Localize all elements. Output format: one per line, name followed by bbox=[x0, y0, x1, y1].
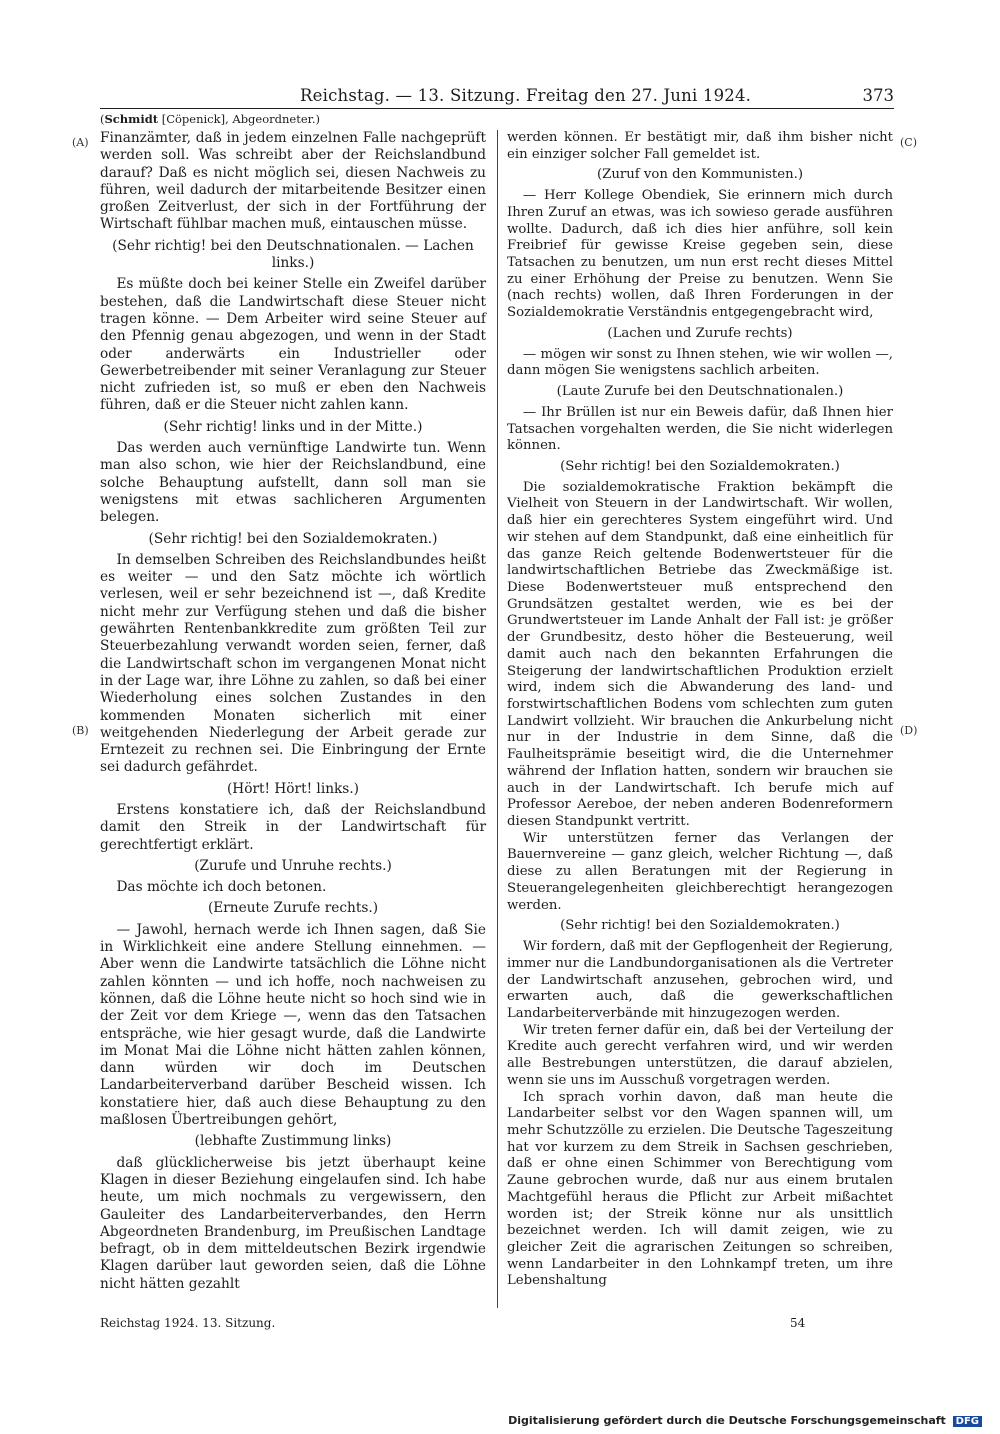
paragraph: — mögen wir sonst zu Ihnen stehen, wie wir wollen —, dann mögen Sie wenigstens sachlich arbeiten. bbox=[507, 346, 893, 379]
paragraph: Die sozialdemokratische Fraktion bekämpft die Vielheit von Steuern in der Landwirtschaft. Wir wollen, daß hier ein gerechteres System eingeführt wird. Und wir stehen auf dem Standpunkt, daß eine einheitlich für das ganze Reich geltende Bodenwertsteuer für die landwirtschaftlichen Betriebe das Zweckmäßige ist. Diese Bodenwertsteuer muß entsprechend den Grundsätzen gestaltet werden, wie es bei der Grundwertsteuer im Lande Anhalt der Fall ist: je größer der Grundbesitz, desto höher die Besteuerung, weil damit auch nach den bekannten Erfahrungen die Steigerung der landwirtschaftlichen Produktion erzielt wird, indem sich die Abwanderung des land- und forstwirtschaftlichen Bodens vom schlechten zum guten Landwirt vollzieht. Wir brauchen die Ankurbelung nicht nur in der Industrie in dem Sinne, daß die Faulheitsprämie beseitigt wird, die die Unternehmer während der Inflation hatten, sondern wir brauchen sie auch in der Landwirtschaft. Ich berufe mich auf Professor Aereboe, der neben anderen Bodenreformern diesen Standpunkt vertritt. bbox=[507, 479, 893, 830]
page-number: 373 bbox=[862, 86, 894, 105]
paragraph: Wir unterstützen ferner das Verlangen der Bauernvereine — ganz gleich, welcher Richtung —, daß diese zu allen Beratungen mit der Regierung in Steuerangelegenheiten gleichberechtigt herangezogen werden. bbox=[507, 830, 893, 913]
paragraph: In demselben Schreiben des Reichslandbundes heißt es weiter — und den Satz möchte ich wörtlich verlesen, weil er sehr bezeichnend ist —, daß Kredite nicht mehr zur Verfügung stehen und daß die bisher gewährten Rentenbankkredite zum größten Teil zur Steuerbezahlung verwandt worden seien, ferner, daß die Landwirtschaft schon im vergangenen Monat nicht in der Lage war, ihre Löhne zu zahlen, so daß bei einer Wiederholung eines solchen Zustandes in den kommenden Monaten sicherlich mit einer weitgehenden Niederlegung der Arbeit gerade zur Erntezeit zu rechnen sei. Die Einbringung der Ernte sei dadurch gefährdet. bbox=[100, 551, 486, 776]
interjection: (Zuruf von den Kommunisten.) bbox=[596, 167, 803, 183]
paragraph: Ich sprach vorhin davon, daß man heute die Landarbeiter selbst vor den Wagen spannen will, um mehr Schutzzölle zu erzielen. Die Deutsche Tageszeitung hat vor kurzem zu dem Streik in Sachsen geschrieben, daß er ohne einen Schimmer von Berechtigung vom Zaune gebrochen wurde, daß nur aus einem brutalen Machtgefühl heraus die Pflicht zur Arbeit mißachtet worden ist; der Streik könne nur als unsittlich bezeichnet werden. Ich will damit zeigen, wie zu gleicher Zeit die agrarischen Zeitungen so schreiben, wenn Landarbeiter in den Lohnkampf treten, um ihre Lebenshaltung bbox=[507, 1089, 893, 1289]
paragraph: Finanzämter, daß in jedem einzelnen Falle nachgeprüft werden soll. Was schreibt aber der Reichslandbund darauf? Daß es nicht möglich sei, diesen Nachweis zu führen, weil dadurch der mitarbeitende Besitzer einen großen Zeitverlust, der sich in der Fortführung der Wirtschaft fühlbar machen muß, eintauschen müsse. bbox=[100, 130, 486, 233]
right-column bbox=[507, 130, 893, 1290]
interjection: (Sehr richtig! links und in der Mitte.) bbox=[163, 418, 423, 435]
interjection: (Sehr richtig! bei den Sozialdemokraten.) bbox=[560, 918, 840, 934]
margin-marker-c: (C) bbox=[900, 136, 917, 149]
interjection: (Sehr richtig! bei den Sozialdemokraten.) bbox=[148, 530, 438, 547]
running-title: Reichstag. — 13. Sitzung. Freitag den 27. Juni 1924. bbox=[300, 86, 752, 105]
interjection: (Erneute Zurufe rechts.) bbox=[207, 900, 379, 917]
column-divider bbox=[497, 130, 498, 1308]
left-column bbox=[100, 130, 486, 1293]
interjection: (Laute Zurufe bei den Deutschnationalen.) bbox=[556, 384, 844, 400]
paragraph: Das werden auch vernünftige Landwirte tun. Wenn man also schon, wie hier der Reichslandbund, eine solche Behauptung aufstellt, dann soll man sie wenigstens mit etwas sachlicheren Argumenten belegen. bbox=[100, 440, 486, 526]
interjection: (Sehr richtig! bei den Sozialdemokraten.) bbox=[560, 458, 840, 474]
speaker-detail: [Cöpenick], Abgeordneter.) bbox=[161, 112, 321, 126]
speaker-name: Schmidt bbox=[104, 112, 159, 126]
interjection: (Zurufe und Unruhe rechts.) bbox=[194, 857, 392, 874]
paragraph: Es müßte doch bei keiner Stelle ein Zweifel darüber bestehen, daß die Landwirtschaft diese Steuer nicht tragen könne. — Dem Arbeiter wird seine Steuer auf den Pfennig genau abgezogen, und wenn in der Stadt oder anderwärts ein Industrieller oder Gewerbetreibender mit seiner Veranlagung zur Steuer nicht zufrieden ist, so muß er eben den Nachweis führen, daß er die Steuer nicht zahlen kann. bbox=[100, 276, 486, 414]
interjection: (lebhafte Zustimmung links) bbox=[194, 1133, 392, 1150]
paragraph: — Jawohl, hernach werde ich Ihnen sagen, daß Sie in Wirklichkeit eine andere Stellung einnehmen. — Aber wenn die Landwirte tatsächlich die Löhne nicht zahlen könnten — und ich hoffe, noch nachweisen zu können, daß die Löhne heute nicht so hoch sind wie in der Zeit vor dem Kriege —, wenn das den Tatsachen entspräche, wie hier gesagt wurde, daß die Landwirte im Monat Mai die Löhne nicht hätten zahlen können, dann würden wir doch im Deutschen Landarbeiterverband darüber Bescheid wissen. Ich konstatiere hier, daß auch diese Behauptung zu den maßlosen Übertreibungen gehört, bbox=[100, 921, 486, 1129]
margin-marker-b: (B) bbox=[72, 724, 89, 737]
paragraph: Wir fordern, daß mit der Gepflogenheit der Regierung, immer nur die Landbundorganisationen als die Vertreter der Landwirtschaft anzusehen, gebrochen wird, und erwarten auch, daß die gewerkschaftlichen Landarbeiterverbände mit hinzugezogen werden. bbox=[507, 939, 893, 1021]
margin-marker-a: (A) bbox=[72, 136, 89, 149]
footer-imprint: Reichstag 1924. 13. Sitzung. bbox=[100, 1316, 276, 1330]
header-rule bbox=[100, 108, 894, 109]
paragraph: — Herr Kollege Obendiek, Sie erinnern mich durch Ihren Zuruf an etwas, was ich sowieso gerade ausführen wollte. Dadurch, daß ich dies hier anführe, soll kein Freibrief für gewisse Kreise gegeben sein, diese Tatsachen zu benutzen, um nun erst recht dieses Mittel zu einer Erhöhung der Preise zu benutzen. Wenn Sie (nach rechts) wollen, daß Ihren Forderungen in der Sozialdemokratie Verständnis entgegengebracht wird, bbox=[507, 188, 893, 321]
sheet-signature: 54 bbox=[790, 1316, 806, 1330]
paragraph: — Ihr Brüllen ist nur ein Beweis dafür, daß Ihnen hier Tatsachen vorgehalten werden, die Sie nicht widerlegen können. bbox=[507, 404, 893, 454]
digitization-credit bbox=[508, 1414, 982, 1427]
interjection: (Lachen und Zurufe rechts) bbox=[607, 325, 793, 341]
dfg-logo: DFG bbox=[953, 1416, 982, 1427]
interjection: (Hört! Hört! links.) bbox=[226, 780, 360, 797]
speaker-line: (Schmidt [Cöpenick], Abgeordneter.) bbox=[100, 112, 321, 126]
paragraph: daß glücklicherweise bis jetzt überhaupt keine Klagen in dieser Beziehung eingelaufen sind. Ich habe heute, um mich nochmals zu vergewissern, den Gauleiter des Landarbeiterverbandes, den Herrn Abgeordneten Brandenburg, im Preußischen Landtage befragt, ob in dem mitteldeutschen Bezirk irgendwie Klagen darüber laut geworden seien, daß die Löhne nicht hätten gezahlt bbox=[100, 1154, 486, 1292]
paragraph: Erstens konstatiere ich, daß der Reichslandbund damit den Streik in der Landwirtschaft für gerechtfertigt erklärt. bbox=[100, 801, 486, 853]
paragraph: werden können. Er bestätigt mir, daß ihm bisher nicht ein einziger solcher Fall gemeldet ist. bbox=[507, 130, 893, 162]
interjection: (Sehr richtig! bei den Deutschnationalen. — Lachen links.) bbox=[112, 237, 474, 272]
paragraph: Wir treten ferner dafür ein, daß bei der Verteilung der Kredite auch gerecht verfahren wird, und wir werden alle Bestrebungen unterstützen, die darauf abzielen, wenn sie uns im Ausschuß vorgetragen werden. bbox=[507, 1022, 893, 1088]
credit-text: Digitalisierung gefördert durch die Deutsche Forschungsgemeinschaft bbox=[508, 1414, 946, 1427]
margin-marker-d: (D) bbox=[900, 724, 918, 737]
paragraph: Das möchte ich doch betonen. bbox=[116, 879, 327, 896]
